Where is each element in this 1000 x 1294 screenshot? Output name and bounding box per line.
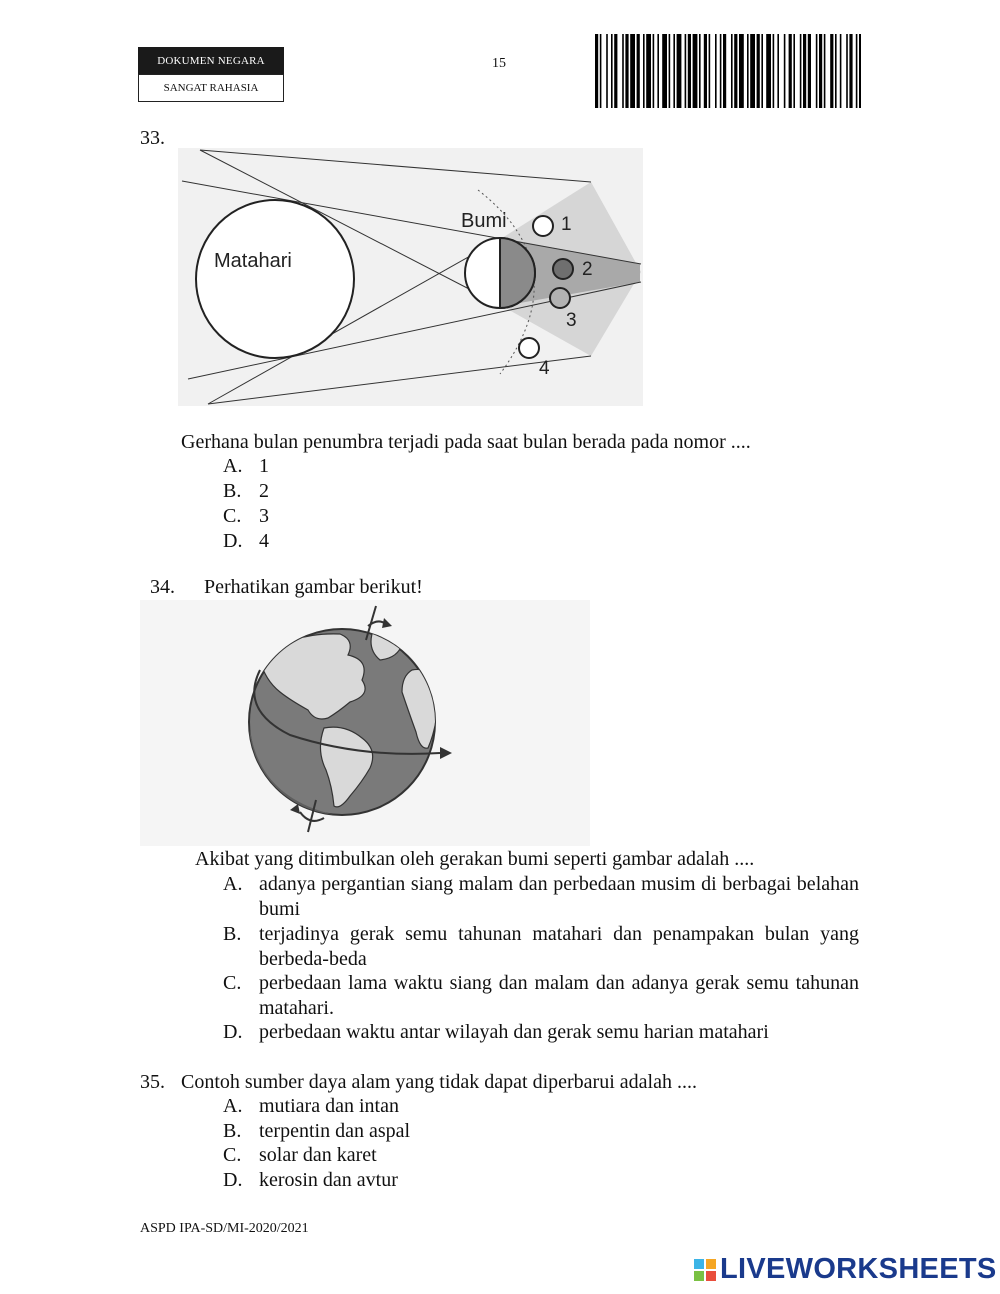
q34-option-b[interactable] (223, 922, 859, 972)
sun-circle (196, 200, 354, 358)
option-letter: C. (223, 505, 242, 527)
position-label-1: 1 (561, 214, 572, 235)
moon-position-1 (533, 216, 553, 236)
q34-option-d[interactable] (223, 1020, 859, 1045)
barcode-bar (856, 34, 858, 108)
q33-option-a[interactable] (223, 454, 523, 479)
eclipse-diagram (178, 148, 643, 406)
page-number: 15 (492, 56, 506, 71)
barcode-bar (750, 34, 755, 108)
sun-label: Matahari (214, 250, 292, 272)
barcode-bar (757, 34, 760, 108)
barcode-bar (699, 34, 701, 108)
liveworksheets-logo (694, 1253, 997, 1286)
barcode-bar (731, 34, 733, 108)
option-text: 1 (259, 455, 269, 477)
option-text: 3 (259, 505, 269, 527)
barcode-bar (846, 34, 848, 108)
classification-label-top: DOKUMEN NEGARA (138, 47, 284, 74)
option-text: perbedaan lama waktu siang dan malam dan adanya gerak semu tahunan matahari. (259, 972, 859, 1019)
barcode-bar (773, 34, 775, 108)
barcode-bar (766, 34, 771, 108)
option-letter: D. (223, 530, 243, 552)
barcode-bar (704, 34, 707, 108)
moon-position-4 (519, 338, 539, 358)
option-text: solar dan karet (259, 1144, 377, 1166)
barcode-bar (643, 34, 645, 108)
q35-option-a[interactable] (223, 1094, 623, 1119)
moon-position-2 (553, 259, 573, 279)
barcode-bar (669, 34, 671, 108)
barcode-bar (819, 34, 822, 108)
barcode-bar (646, 34, 651, 108)
earth-label: Bumi (461, 210, 507, 232)
barcode-bar (614, 34, 617, 108)
q35-option-c[interactable] (223, 1143, 623, 1168)
q35-option-b[interactable] (223, 1119, 623, 1144)
classification-label-bottom: SANGAT RAHASIA (138, 74, 284, 102)
option-letter: A. (223, 455, 243, 477)
q34-option-a[interactable] (223, 872, 859, 922)
question-34-number: 34. (150, 576, 175, 598)
question-34-intro: Perhatikan gambar berikut! (204, 576, 423, 598)
barcode-bar (840, 34, 842, 108)
barcode-bar (803, 34, 806, 108)
barcode-bar (637, 34, 640, 108)
liveworksheets-text: LIVEWORKSHEETS (720, 1253, 997, 1285)
position-label-3: 3 (566, 310, 577, 331)
barcode-bar (830, 34, 833, 108)
barcode-bar (630, 34, 635, 108)
barcode-bar (747, 34, 749, 108)
option-text: perbedaan waktu antar wilayah dan gerak semu harian matahari (259, 1021, 769, 1043)
option-text: adanya pergantian siang malam dan perbedaan musim di berbagai belahan bumi (259, 873, 859, 920)
barcode-bar (622, 34, 624, 108)
position-label-2: 2 (582, 259, 593, 280)
barcode-bar (606, 34, 608, 108)
option-text: mutiara dan intan (259, 1095, 399, 1117)
option-text: terpentin dan aspal (259, 1120, 411, 1142)
barcode-bar (789, 34, 792, 108)
barcode-bar (739, 34, 744, 108)
barcode-bar (784, 34, 786, 108)
barcode-bar (657, 34, 659, 108)
option-letter: A. (223, 873, 243, 895)
barcode-bar (715, 34, 717, 108)
barcode-bar (808, 34, 811, 108)
option-letter: D. (223, 1021, 243, 1043)
barcode-bar (793, 34, 795, 108)
option-letter: A. (223, 1095, 243, 1117)
barcode (595, 34, 861, 108)
barcode-bar (777, 34, 779, 108)
barcode-bar (693, 34, 698, 108)
question-35-text: Contoh sumber daya alam yang tidak dapat diperbarui adalah .... (181, 1071, 697, 1093)
question-33-text: Gerhana bulan penumbra terjadi pada saat bulan berada pada nomor .... (181, 431, 751, 453)
barcode-bar (688, 34, 691, 108)
option-letter: C. (223, 1144, 242, 1166)
question-34-text: Akibat yang ditimbulkan oleh gerakan bumi seperti gambar adalah .... (195, 848, 755, 870)
option-text: kerosin dan avtur (259, 1169, 398, 1191)
barcode-bar (709, 34, 711, 108)
barcode-bar (653, 34, 655, 108)
option-letter: B. (223, 1120, 242, 1142)
liveworksheets-icon (694, 1259, 716, 1281)
q34-option-c[interactable] (223, 971, 859, 1021)
option-letter: B. (223, 923, 242, 945)
option-letter: D. (223, 1169, 243, 1191)
option-text: 4 (259, 530, 269, 552)
barcode-bar (761, 34, 763, 108)
barcode-bar (662, 34, 667, 108)
q35-option-d[interactable] (223, 1168, 623, 1193)
question-35-number: 35. (140, 1071, 165, 1093)
barcode-bar (673, 34, 675, 108)
barcode-bar (859, 34, 861, 108)
barcode-bar (595, 34, 598, 108)
option-letter: B. (223, 480, 242, 502)
question-33-number: 33. (140, 127, 165, 149)
moon-position-3 (550, 288, 570, 308)
q33-option-b[interactable] (223, 479, 523, 504)
earth-rotation-image (140, 600, 590, 846)
q33-option-c[interactable] (223, 504, 523, 529)
barcode-bar (600, 34, 602, 108)
position-label-4: 4 (539, 358, 550, 379)
q33-option-d[interactable] (223, 529, 523, 554)
barcode-bar (824, 34, 826, 108)
barcode-bar (816, 34, 818, 108)
barcode-bar (835, 34, 837, 108)
barcode-bar (723, 34, 726, 108)
barcode-bar (611, 34, 613, 108)
barcode-bar (625, 34, 628, 108)
barcode-bar (849, 34, 852, 108)
barcode-bar (734, 34, 737, 108)
option-text: terjadinya gerak semu tahunan matahari dan penampakan bulan yang berbeda-beda (259, 923, 859, 970)
option-text: 2 (259, 480, 269, 502)
option-letter: C. (223, 972, 242, 994)
barcode-bar (720, 34, 722, 108)
barcode-bar (677, 34, 682, 108)
footer-code: ASPD IPA-SD/MI-2020/2021 (140, 1221, 309, 1236)
barcode-bar (800, 34, 802, 108)
barcode-bar (685, 34, 687, 108)
